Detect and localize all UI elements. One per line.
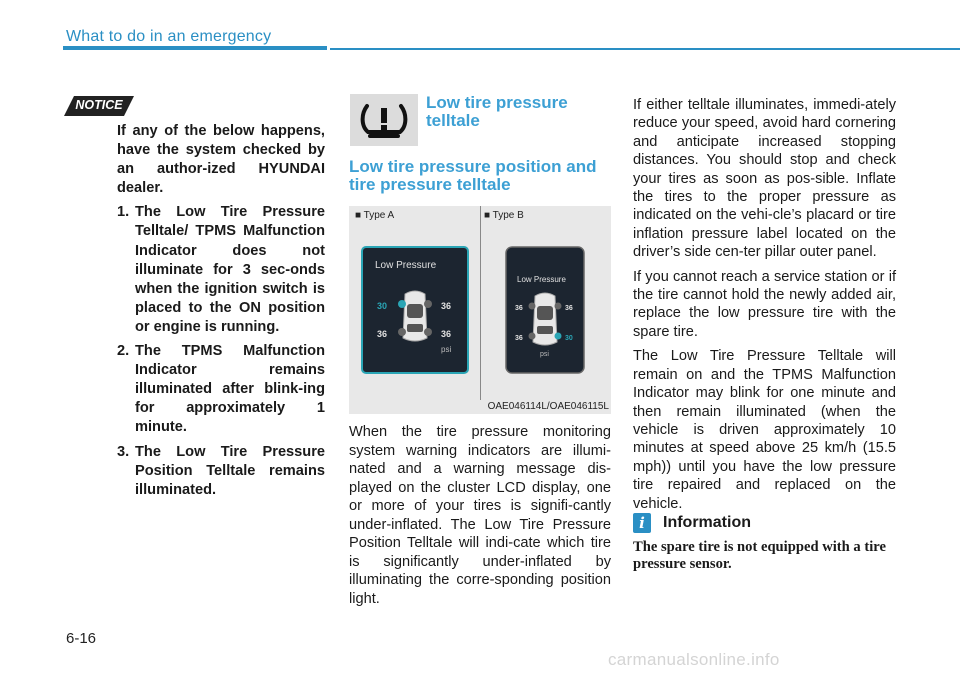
header-rule-thick — [63, 46, 327, 50]
telltale-heading-line2: telltale — [426, 111, 480, 130]
watermark: carmanualsonline.info — [608, 650, 780, 669]
warning-explanation: When the tire pressure monitoring system warning indicators are illumi-nated and a warning message dis-played on the cluster LCD display, one or more of your tires is signifi-cantly under-inflated. The Low Tire Pressure Position Telltale will indi-cate which tire is significantly under-inflated by illuminating the corre-sponding position light. — [349, 424, 611, 607]
notice-item — [117, 203, 325, 337]
figure-divider — [480, 206, 481, 400]
panel-a-front-left: 30 — [377, 301, 388, 311]
notice-content — [117, 122, 325, 500]
panel-a-front-right: 36 — [441, 301, 452, 311]
panel-a-unit: psi — [441, 345, 452, 354]
cluster-display-type-b — [505, 246, 585, 374]
panel-a-rear-right: 36 — [441, 329, 452, 339]
section-title: What to do in an emergency — [66, 28, 272, 45]
notice-item-text: The Low Tire Pressure Telltale/ TPMS Malfunction Indicator does not illuminate for 3 sec-onds when the ignition switch is placed to the ON position or engine is running. — [135, 204, 325, 335]
panel-b-title: Low Pressure — [517, 275, 566, 284]
tpms-figure — [349, 206, 611, 414]
figure-code: OAE046114L/OAE046115L — [487, 401, 609, 412]
panel-b-unit: psi — [540, 351, 549, 358]
instruction-paragraph: If either telltale illuminates, immedi-ately reduce your speed, avoid hard cornering and anticipate increased stopping distances. You should stop and check your tires as soon as pos-sible. Inflate the tires to the proper pressure as indicated on the vehi-cle’s placard or tire inflation pressure label located on the driver’s side cen-ter pillar outer panel. — [633, 97, 896, 261]
notice-item — [117, 342, 325, 437]
telltale-heading — [426, 94, 568, 130]
position-heading-line1: Low tire pressure position and — [349, 157, 597, 176]
notice-intro: If any of the below happens, have the system checked by an author-ized HYUNDAI dealer. — [117, 123, 325, 197]
telltale-heading-line1: Low tire pressure — [426, 93, 568, 112]
notice-badge — [64, 96, 134, 116]
panel-b-rear-right: 30 — [565, 335, 573, 342]
information-text: The spare tire is not equipped with a tire pressure sensor. — [633, 539, 886, 572]
notice-label: NOTICE — [75, 98, 123, 112]
instruction-paragraph: If you cannot reach a service station or if the tire cannot hold the newly added air, replace the low pressure tire with the spare tire. — [633, 268, 896, 340]
tpms-warning-icon — [350, 94, 418, 146]
notice-item — [117, 443, 325, 500]
type-b-label: ■ Type B — [484, 210, 524, 221]
instruction-paragraph: The Low Tire Pressure Telltale will remain on and the TPMS Malfunction Indicator may blink for one minute and then remain illuminated (when the vehicle is driven approximately 10 minutes at speed above 25 km/h (15.5 mph)) until you have the low pressure tire repaired and replaced on the vehicle. — [633, 348, 896, 512]
header-rule-thin — [330, 48, 960, 50]
type-a-label: ■ Type A — [355, 210, 395, 221]
action-instructions — [633, 96, 896, 519]
panel-a-rear-left: 36 — [377, 329, 388, 339]
panel-b-front-right: 36 — [565, 305, 573, 312]
position-heading-line2: tire pressure telltale — [349, 175, 511, 194]
position-heading — [349, 158, 611, 194]
page-number: 6-16 — [66, 630, 97, 647]
notice-item-number: 3. — [117, 443, 130, 460]
notice-item-number: 2. — [117, 343, 130, 360]
information-icon: i — [633, 513, 651, 533]
notice-item-number: 1. — [117, 204, 130, 221]
panel-b-front-left: 36 — [515, 305, 523, 312]
panel-b-rear-left: 36 — [515, 335, 523, 342]
notice-item-text: The Low Tire Pressure Position Telltale remains illuminated. — [135, 443, 325, 498]
information-title: Information — [663, 514, 751, 531]
panel-a-title: Low Pressure — [375, 260, 437, 271]
notice-item-text: The TPMS Malfunction Indicator remains illuminated after blink-ing for approximately 1 minute. — [135, 343, 325, 436]
cluster-display-type-a — [361, 246, 469, 374]
